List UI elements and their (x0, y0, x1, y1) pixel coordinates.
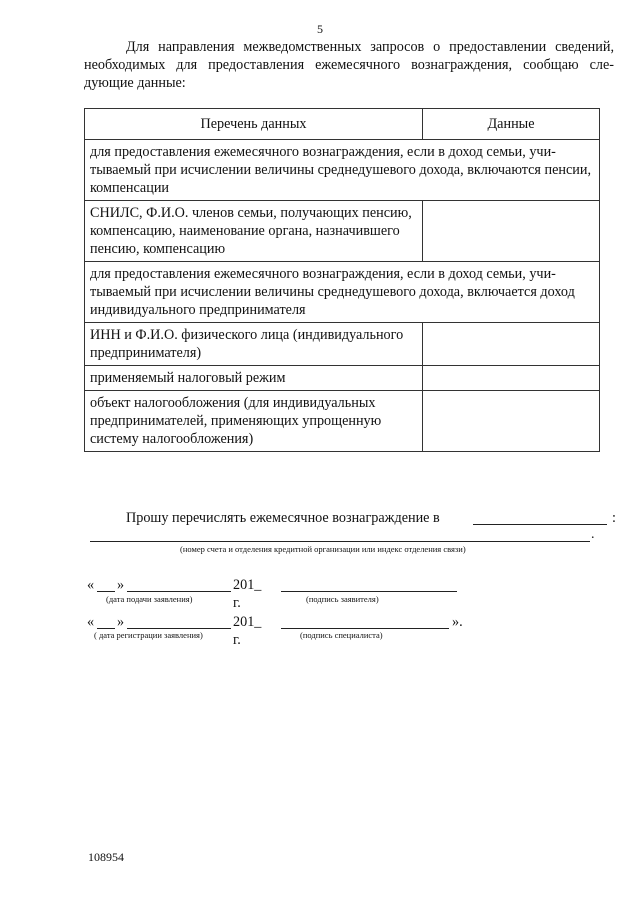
intro-paragraph: Для направления межведомственных запросов о предоставлении сведений, необходимых для предоставления ежемесячного вознаграждения, сообщаю следующие данные: (84, 39, 614, 91)
table-row (85, 201, 600, 262)
table-row (85, 323, 600, 366)
row-tax-object-value[interactable] (423, 391, 600, 452)
header-data: Данные (423, 109, 600, 140)
header-data-list: Перечень данных (85, 109, 423, 140)
account-dot: . (591, 527, 595, 542)
quote-open: « (87, 577, 95, 593)
table-section-row (85, 140, 600, 201)
table-row (85, 366, 600, 391)
sign-caption: (подпись заявителя) (306, 594, 379, 604)
table-header-row (85, 109, 600, 140)
day-field[interactable] (97, 591, 115, 592)
applicant-signature-field[interactable] (281, 591, 457, 592)
month-field[interactable] (127, 628, 231, 629)
date-caption: ( дата регистрации заявления) (94, 630, 203, 640)
year-label: 201_ г. (233, 614, 262, 648)
account-number-field[interactable] (90, 541, 590, 542)
row-inn-label: ИНН и Ф.И.О. физического лица (индивидуального предпринимателя) (85, 323, 423, 366)
data-table (84, 108, 600, 452)
row-snils-value[interactable] (423, 201, 600, 262)
row-tax-regime-value[interactable] (423, 366, 600, 391)
page-number: 5 (317, 22, 323, 36)
payment-method-field[interactable] (473, 524, 607, 525)
month-field[interactable] (127, 591, 231, 592)
day-field[interactable] (97, 628, 115, 629)
request-colon: : (612, 510, 616, 526)
request-text: Прошу перечислять ежемесячное вознаграждение в (126, 510, 440, 526)
section-pensions: для предоставления ежемесячного вознаграждения, если в доход семьи, учитываемый при исчислении величины среднедушевого дохода, включаются пенсии, компенсации (85, 140, 600, 201)
table-section-row (85, 262, 600, 323)
date-caption: (дата подачи заявления) (106, 594, 193, 604)
quote-open: « (87, 614, 95, 630)
row-tax-regime-label: применяемый налоговый режим (85, 366, 423, 391)
quote-close: » (117, 614, 125, 630)
year-label: 201_ г. (233, 577, 262, 611)
account-caption: (номер счета и отделения кредитной организации или индекс отделения связи) (180, 544, 466, 554)
document-code: 108954 (88, 850, 124, 864)
row-inn-value[interactable] (423, 323, 600, 366)
row-snils-label: СНИЛС, Ф.И.О. членов семьи, получающих пенсию, компенсацию, наименование органа, назначившего пенсию, компенсацию (85, 201, 423, 262)
quote-close: » (117, 577, 125, 593)
specialist-signature-field[interactable] (281, 628, 449, 629)
section-entrepreneur: для предоставления ежемесячного вознаграждения, если в доход семьи, учитываемый при исчислении величины среднедушевого дохода, включается доход индивидуального предпринимателя (85, 262, 600, 323)
closing-quote: ». (452, 614, 463, 630)
row-tax-object-label: объект налогообложения (для индивидуальных предпринимателей, применяющих упрощенную систему налогообложения) (85, 391, 423, 452)
sign-caption: (подпись специалиста) (300, 630, 383, 640)
table-row (85, 391, 600, 452)
